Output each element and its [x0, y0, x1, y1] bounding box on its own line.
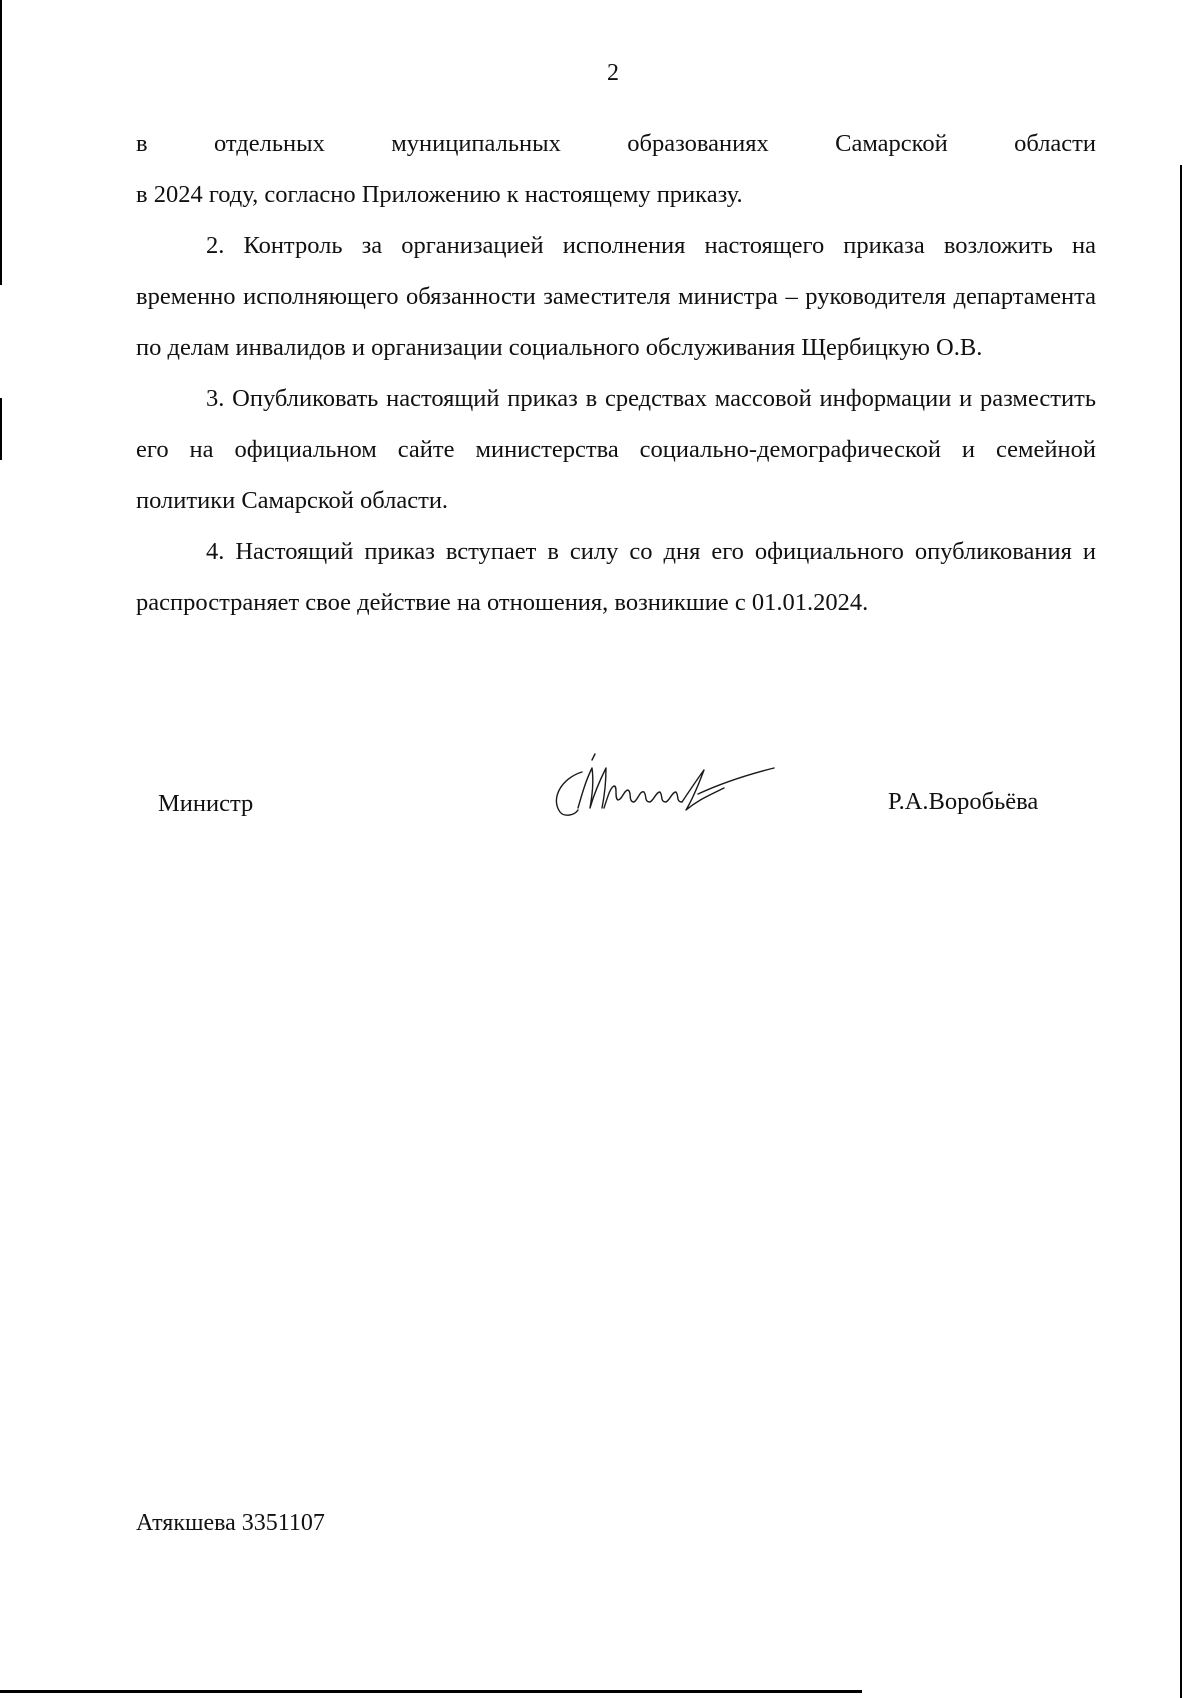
signatory-name: Р.А.Воробьёва [888, 788, 1039, 815]
paragraph-1-line-1: в отдельных муниципальных образованиях Самарской области [136, 130, 1096, 157]
paragraph-3: 3. Опубликовать настоящий приказ в средствах массовой информации и разместить его на официальном сайте министерства социально-демографической и семейной политики Самарской области. [136, 385, 1096, 514]
signatory-title: Министр [158, 790, 254, 817]
paragraph-1-rest: в 2024 году, согласно Приложению к настоящему приказу. [136, 181, 743, 208]
document-body [136, 118, 1096, 628]
scan-edge-left-mid [0, 398, 2, 460]
handwritten-signature [548, 750, 778, 820]
scan-edge-bottom [0, 1690, 862, 1693]
contact-info: Атякшева 3351107 [136, 1510, 325, 1536]
paragraph-4: 4. Настоящий приказ вступает в силу со дня его официального опубликования и распространяет свое действие на отношения, возникшие с 01.01.2024. [136, 538, 1096, 616]
page-number: 2 [607, 60, 619, 86]
paragraph-2: 2. Контроль за организацией исполнения настоящего приказа возложить на временно исполняющего обязанности заместителя министра – руководителя департамента по делам инвалидов и организации социального обслуживания Щербицкую О.В. [136, 232, 1096, 361]
scan-edge-right [1180, 165, 1182, 1698]
paragraph-1 [136, 118, 1096, 220]
scan-edge-left-top [0, 0, 2, 285]
signature-block [0, 750, 1200, 840]
